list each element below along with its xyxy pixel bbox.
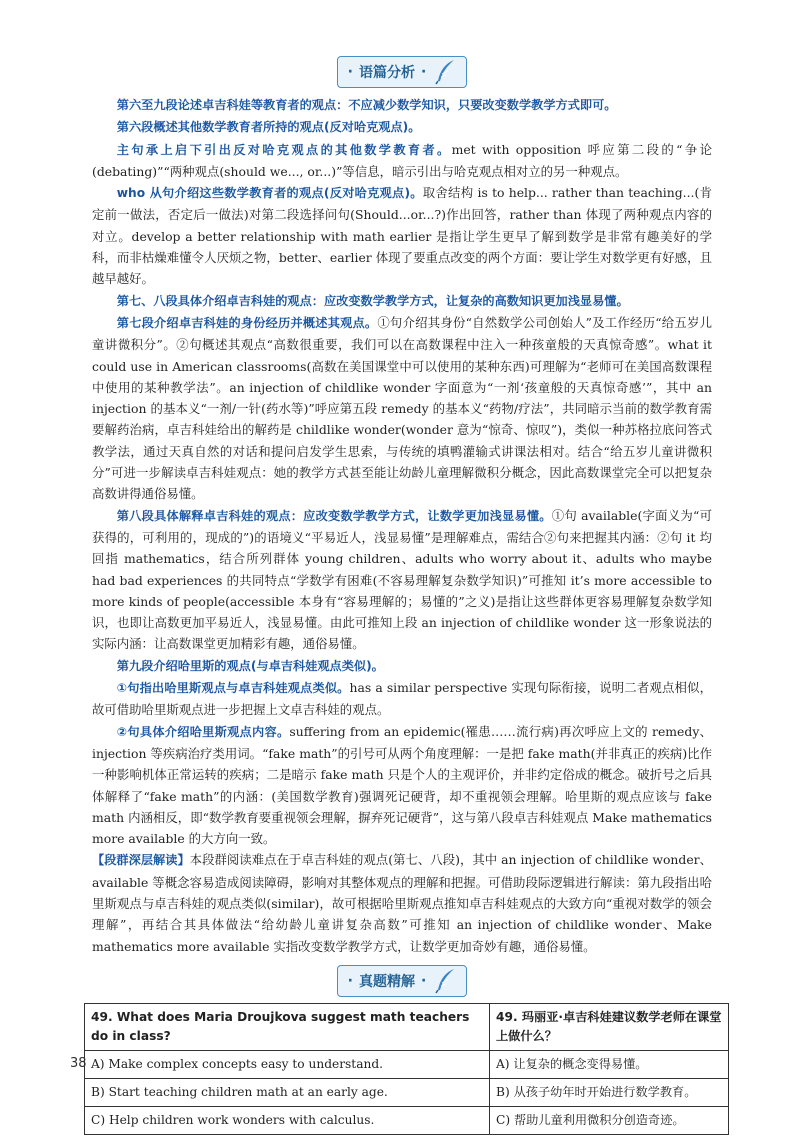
section-title-box bbox=[337, 56, 468, 88]
section-title: 真题精解 bbox=[359, 973, 415, 990]
paragraph: ②句具体介绍哈里斯观点内容。suffering from an epidemic(罹患……流行病)再次呼应上文的 remedy、injection 等疾病治疗类用词。“fake math”的引号可从两个角度理解：一是把 fake math(并非真正的疾病)比作一种影响机体正常运转的疾病；二是暗示 fake math 只是个人的主观评价，并非约定俗成的概念。破折号之后具体解释了“fake math”的内涵：(美国数学教育)强调死记硬背，却不重视领会理解。哈里斯的观点应该与 fake math 内涵相反，即“数学教育要重视领会理解，摒弃死记硬背”，这与第八段卓吉科娃观点 Make mathematics more available 的大方向一致。 bbox=[92, 723, 712, 847]
page-number: 38 bbox=[70, 1056, 87, 1071]
section-banner-questions bbox=[92, 965, 712, 997]
paragraph: 第六至九段论述卓吉科娃等教育者的观点：不应减少数学知识，只要改变数学教学方式即可。 bbox=[116, 98, 617, 112]
question-stem-row bbox=[85, 1003, 729, 1050]
paragraph: ①句指出哈里斯观点与卓吉科娃观点类似。has a similar perspective 实现句际衔接，说明二者观点相似，故可借助哈里斯观点进一步把握上文卓吉科娃的观点。 bbox=[92, 680, 712, 718]
option-en: B) Start teaching children math at an early age. bbox=[85, 1078, 490, 1106]
paragraph: who 从句介绍这些数学教育者的观点(反对哈克观点)。取舍结构 is to help... rather than teaching...(肯定前一做法，否定后一做法)对第二段选择问句(Should...or...?)作出回答，rather than 体现了两种观点内容的对立。develop a better relationship with math earlier 是指让学生更早了解到数学是非常有趣美好的学科，而非枯燥难懂令人厌烦之物，better、earlier 体现了要重点改变的两个方面：要让学生对数学更有好感，且越早越好。 bbox=[92, 185, 712, 287]
option-zh: C) 帮助儿童利用微积分创造奇迹。 bbox=[490, 1106, 729, 1134]
quill-pen-icon bbox=[434, 59, 456, 85]
paragraph: 主句承上启下引出反对哈克观点的其他数学教育者。met with opposition 呼应第二段的“争论(debating)”“两种观点(should we..., or...)”等信息，暗示引出与哈克观点相对立的另一种观点。 bbox=[92, 141, 712, 179]
option-row bbox=[85, 1106, 729, 1134]
page-content bbox=[91, 48, 722, 1135]
question-table bbox=[84, 1003, 729, 1135]
option-en: C) Help children work wonders with calculus. bbox=[85, 1106, 490, 1134]
option-zh: A) 让复杂的概念变得易懂。 bbox=[490, 1050, 729, 1078]
paragraph: 第六段概述其他数学教育者所持的观点(反对哈克观点)。 bbox=[116, 120, 421, 135]
section-banner-analysis bbox=[92, 56, 712, 88]
analysis-text bbox=[92, 94, 712, 957]
paragraph: 第七段介绍卓吉科娃的身份经历并概述其观点。①句介绍其身份“自然数学公司创始人”及工作经历“给五岁儿童讲微积分”。②句概述其观点“高数很重要，我们可以在高数课程中注入一种孩童般的天真惊奇感”。what it could use in American classrooms(高数在美国课堂中可以使用的某种东西)可理解为“老师可在美国高数课程中使用的某种教学法”。an injection of childlike wonder 字面意为“一剂‘孩童般的天真惊奇感’”，其中 an injection 的基本义“一剂/一针(药水等)”呼应第五段 remedy 的基本义“药物/疗法”，共同暗示当前的数学教育需要解药治病，卓吉科娃给出的解药是 childlike wonder(wonder 意为“惊奇、惊叹”)，类似一种苏格拉底问答式教学法，通过天真自然的对话和提问启发学生思索，与传统的填鸭灌输式讲课法相对。结合“给五岁儿童讲微积分”可进一步解读卓吉科娃观点：她的教学方式甚至能让幼龄儿童理解微积分概念，因此高数课堂完全可以把复杂高数讲得通俗易懂。 bbox=[92, 314, 712, 502]
question-stem-zh: 49. 玛丽亚·卓吉科娃建议数学老师在课堂上做什么？ bbox=[490, 1003, 729, 1050]
dot-icon: · bbox=[421, 972, 427, 989]
option-en: A) Make complex concepts easy to understand. bbox=[85, 1050, 490, 1078]
option-row bbox=[85, 1078, 729, 1106]
deep-reading-paragraph: 【段群深层解读】本段群阅读难点在于卓吉科娃的观点(第七、八段)，其中 an injection of childlike wonder、available 等概念容易造成阅读障碍，影响对其整体观点的理解和把握。可借助段际逻辑进行解读：第九段指出哈里斯观点与卓吉科娃的观点类似(similar)，故可根据哈里斯观点推知卓吉科娃观点的大致方向“重视对数学的领会理解”，再结合其具体做法“给幼龄儿童讲复杂高数”可推知 an injection of childlike wonder、Make mathematics more available 实指改变数学教学方式，让数学更加奇妙有趣，通俗易懂。 bbox=[92, 852, 712, 954]
question-stem-en: 49. What does Maria Droujkova suggest math teachers do in class? bbox=[85, 1003, 490, 1050]
quill-pen-icon bbox=[434, 968, 456, 994]
section-title-box bbox=[337, 965, 468, 997]
paragraph: 第七、八段具体介绍卓吉科娃的观点：应改变数学教学方式，让复杂的高数知识更加浅显易懂。 bbox=[116, 293, 629, 308]
section-title: 语篇分析 bbox=[359, 65, 415, 81]
dot-icon: · bbox=[421, 64, 427, 80]
paragraph: 第九段介绍哈里斯的观点(与卓吉科娃观点类似)。 bbox=[116, 658, 384, 673]
dot-icon: · bbox=[347, 972, 353, 989]
dot-icon: · bbox=[347, 64, 353, 80]
option-zh: B) 从孩子幼年时开始进行数学教育。 bbox=[490, 1078, 729, 1106]
option-row bbox=[85, 1050, 729, 1078]
paragraph: 第八段具体解释卓吉科娃的观点：应改变数学教学方式，让数学更加浅显易懂。①句 available(字面义为“可获得的，可利用的，现成的”)的语境义“平易近人，浅显易懂”是理解难点，需结合②句来把握其内涵：②句 it 均回指 mathematics，结合所列群体 young children、adults who worry about it、adults who maybe had bad experiences 的共同特点“学数学有困难(不容易理解复杂数学知识)”可推知 it’s more accessible to more kinds of people(accessible 本身有“容易理解的；易懂的”之义)是指让这些群体更容易理解复杂数学知识，也即让高数更加平易近人，浅显易懂。由此可推知上段 an injection of childlike wonder 这一形象说法的实际内涵：让高数课堂更加精彩有趣，通俗易懂。 bbox=[92, 507, 713, 652]
deep-reading-tag: 【段群深层解读】 bbox=[92, 853, 190, 868]
